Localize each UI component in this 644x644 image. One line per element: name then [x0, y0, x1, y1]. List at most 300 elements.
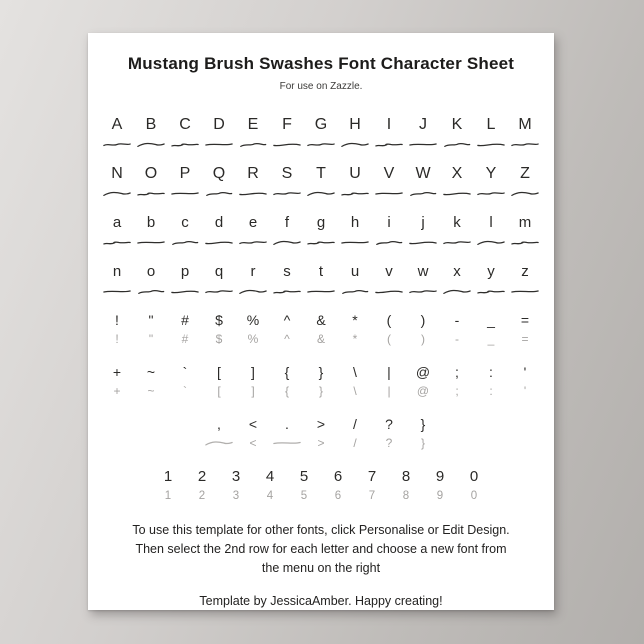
glyph-cell: [134, 163, 168, 199]
swash-glyph: [476, 237, 506, 248]
glyph-primary: 0: [469, 468, 479, 486]
swash-glyph: [374, 139, 404, 150]
glyph-cell: [474, 261, 508, 297]
glyph-cell: [202, 310, 236, 348]
glyph-cell: [168, 261, 202, 297]
glyph-alternate: }: [318, 384, 323, 399]
swash-glyph: [510, 286, 540, 297]
glyph-primary: ^: [283, 312, 291, 329]
glyph-alternate: #: [181, 332, 189, 347]
glyph-primary: t: [318, 263, 324, 281]
glyph-cell: [508, 163, 542, 199]
swash-glyph: [204, 139, 234, 150]
symbol-row: [100, 362, 542, 400]
swash-glyph: [170, 237, 200, 248]
glyph-cell: [440, 310, 474, 348]
glyph-cell: [304, 212, 338, 248]
glyph-cell: [100, 114, 134, 150]
glyph-primary: v: [385, 263, 393, 281]
glyph-alternate: -: [455, 332, 459, 347]
glyph-cell: [202, 261, 236, 297]
swash-glyph: [272, 286, 302, 297]
glyph-alternate: }: [420, 436, 425, 451]
glyph-primary: :: [489, 364, 493, 381]
glyph-cell: [287, 466, 321, 504]
glyph-cell: [134, 212, 168, 248]
glyph-primary: +: [112, 364, 122, 381]
glyph-alternate: 0: [470, 490, 478, 503]
glyph-primary: ?: [385, 416, 393, 433]
glyph-cell: [338, 212, 372, 248]
glyph-cell: [270, 362, 304, 400]
glyph-primary: L: [486, 116, 496, 134]
glyph-primary: 5: [299, 468, 309, 486]
glyph-alternate: 3: [232, 490, 240, 503]
glyph-cell: [270, 212, 304, 248]
glyph-cell: [372, 114, 406, 150]
glyph-alternate: ~: [147, 384, 155, 399]
glyph-alternate: >: [317, 436, 325, 451]
glyph-alternate: |: [387, 384, 391, 399]
glyph-cell: [304, 261, 338, 297]
glyph-cell: [202, 163, 236, 199]
glyph-primary: w: [417, 263, 429, 281]
glyph-cell: [338, 414, 372, 452]
glyph-primary: I: [386, 116, 392, 134]
swash-glyph: [272, 139, 302, 150]
glyph-primary: Q: [212, 165, 226, 183]
glyph-cell: [236, 261, 270, 297]
glyph-cell: [372, 310, 406, 348]
glyph-cell: [236, 212, 270, 248]
swash-glyph: [374, 188, 404, 199]
swash-glyph: [204, 188, 234, 199]
swash-glyph: [204, 437, 234, 449]
glyph-primary: -: [454, 312, 460, 329]
glyph-primary: A: [111, 116, 123, 134]
glyph-primary: }: [420, 416, 426, 433]
swash-glyph: [340, 237, 370, 248]
glyph-primary: 4: [265, 468, 275, 486]
symbol-row: [100, 310, 542, 348]
glyph-alternate: 1: [164, 490, 172, 503]
glyph-primary: ): [420, 312, 426, 329]
glyph-cell: [508, 212, 542, 248]
swash-glyph: [510, 139, 540, 150]
glyph-primary: 6: [333, 468, 343, 486]
glyph-cell: [372, 163, 406, 199]
glyph-primary: D: [213, 116, 225, 134]
glyph-cell: [100, 362, 134, 400]
swash-glyph: [238, 237, 268, 248]
glyph-cell: [474, 114, 508, 150]
glyph-primary: k: [453, 214, 461, 232]
swash-glyph: [136, 237, 166, 248]
glyph-cell: [406, 310, 440, 348]
glyph-cell: [508, 261, 542, 297]
glyph-primary: [: [217, 364, 221, 381]
glyph-primary: j: [421, 214, 425, 232]
swash-glyph: [408, 139, 438, 150]
swash-glyph: [340, 139, 370, 150]
swash-glyph: [238, 188, 268, 199]
glyph-primary: g: [316, 214, 326, 232]
glyph-cell: [304, 163, 338, 199]
glyph-cell: [508, 310, 542, 348]
poster: [88, 33, 554, 610]
swash-glyph: [442, 188, 472, 199]
glyph-cell: [185, 466, 219, 504]
glyph-primary: z: [521, 263, 529, 281]
swash-glyph: [136, 286, 166, 297]
glyph-primary: b: [146, 214, 156, 232]
glyph-cell: [304, 362, 338, 400]
swash-glyph: [442, 286, 472, 297]
glyph-alternate: $: [215, 332, 223, 347]
glyph-primary: u: [350, 263, 360, 281]
glyph-primary: W: [415, 165, 431, 183]
glyph-primary: ;: [455, 364, 459, 381]
swash-glyph: [170, 286, 200, 297]
swash-glyph: [170, 139, 200, 150]
glyph-primary: \: [353, 364, 357, 381]
glyph-alternate: (: [387, 332, 391, 347]
glyph-primary: 1: [163, 468, 173, 486]
glyph-primary: d: [214, 214, 224, 232]
glyph-cell: [168, 114, 202, 150]
swash-glyph: [204, 286, 234, 297]
glyph-primary: T: [316, 165, 326, 183]
glyph-alternate: &: [316, 332, 325, 347]
glyph-primary: Y: [485, 165, 497, 183]
glyph-cell: [202, 414, 236, 452]
glyph-alternate: ;: [455, 384, 459, 399]
swash-glyph: [340, 286, 370, 297]
glyph-primary: |: [387, 364, 391, 381]
glyph-cell: [236, 114, 270, 150]
glyph-cell: [355, 466, 389, 504]
glyph-primary: e: [248, 214, 258, 232]
glyph-primary: ,: [217, 416, 221, 433]
glyph-primary: /: [353, 416, 357, 433]
glyph-primary: $: [215, 312, 223, 329]
glyph-alternate: !: [115, 332, 119, 347]
glyph-primary: U: [349, 165, 361, 183]
glyph-primary: Z: [520, 165, 530, 183]
glyph-cell: [270, 310, 304, 348]
glyph-cell: [372, 362, 406, 400]
glyph-primary: c: [181, 214, 189, 232]
swash-glyph: [408, 188, 438, 199]
swash-glyph: [272, 437, 302, 449]
glyph-cell: [168, 212, 202, 248]
glyph-primary: #: [181, 312, 189, 329]
glyph-cell: [270, 261, 304, 297]
glyph-primary: K: [451, 116, 463, 134]
glyph-cell: [457, 466, 491, 504]
glyph-alternate: :: [489, 384, 493, 399]
glyph-cell: [474, 362, 508, 400]
glyph-primary: {: [284, 364, 290, 381]
glyph-alternate: 8: [402, 490, 410, 503]
glyph-cell: [236, 414, 270, 452]
swash-glyph: [136, 188, 166, 199]
glyph-cell: [134, 114, 168, 150]
glyph-alternate: ": [148, 332, 154, 347]
glyph-cell: [372, 414, 406, 452]
glyph-cell: [406, 212, 440, 248]
glyph-cell: [474, 310, 508, 348]
poster-subtitle: For use on Zazzle.: [279, 81, 363, 93]
glyph-primary: 2: [197, 468, 207, 486]
glyph-cell: [440, 114, 474, 150]
letter-row: [100, 212, 542, 248]
glyph-cell: [202, 212, 236, 248]
glyph-alternate: ^: [284, 332, 290, 347]
glyph-primary: q: [214, 263, 224, 281]
glyph-cell: [406, 163, 440, 199]
glyph-cell: [304, 114, 338, 150]
glyph-primary: ~: [146, 364, 156, 381]
glyph-primary: 9: [435, 468, 445, 486]
glyph-cell: [440, 362, 474, 400]
glyph-cell: [423, 466, 457, 504]
glyph-primary: *: [352, 312, 358, 329]
swash-glyph: [306, 188, 336, 199]
glyph-cell: [168, 310, 202, 348]
glyph-cell: [304, 310, 338, 348]
glyph-alternate: *: [352, 332, 358, 347]
glyph-primary: P: [179, 165, 191, 183]
glyph-cell: [219, 466, 253, 504]
glyph-primary: (: [386, 312, 392, 329]
glyph-cell: [338, 114, 372, 150]
glyph-alternate: /: [353, 436, 357, 451]
glyph-primary: O: [144, 165, 158, 183]
glyph-primary: J: [419, 116, 427, 134]
glyph-alternate: @: [416, 384, 430, 399]
character-grid: [100, 114, 542, 504]
swash-glyph: [374, 286, 404, 297]
glyph-cell: [338, 163, 372, 199]
glyph-cell: [440, 212, 474, 248]
poster-title: Mustang Brush Swashes Font Character Sheet: [127, 54, 515, 73]
swash-glyph: [306, 237, 336, 248]
glyph-alternate: =: [521, 332, 529, 347]
glyph-cell: [508, 114, 542, 150]
glyph-cell: [372, 261, 406, 297]
swash-glyph: [102, 237, 132, 248]
glyph-primary: R: [247, 165, 259, 183]
swash-glyph: [476, 286, 506, 297]
glyph-cell: [253, 466, 287, 504]
glyph-cell: [270, 163, 304, 199]
number-row: [100, 466, 542, 504]
letter-row: [100, 261, 542, 297]
letter-row: [100, 163, 542, 199]
glyph-cell: [440, 261, 474, 297]
glyph-primary: !: [115, 312, 119, 329]
glyph-cell: [168, 163, 202, 199]
glyph-primary: s: [283, 263, 291, 281]
glyph-alternate: ]: [251, 384, 255, 399]
glyph-primary: ': [523, 364, 527, 381]
glyph-cell: [100, 212, 134, 248]
glyph-alternate: `: [183, 384, 187, 399]
swash-glyph: [306, 286, 336, 297]
glyph-primary: r: [250, 263, 256, 281]
glyph-cell: [389, 466, 423, 504]
glyph-primary: N: [111, 165, 123, 183]
glyph-alternate: 6: [334, 490, 342, 503]
glyph-primary: @: [415, 364, 431, 381]
swash-glyph: [272, 188, 302, 199]
glyph-primary: S: [281, 165, 293, 183]
glyph-alternate: 4: [266, 490, 274, 503]
swash-glyph: [102, 188, 132, 199]
glyph-cell: [202, 114, 236, 150]
glyph-primary: y: [487, 263, 495, 281]
swash-glyph: [442, 139, 472, 150]
glyph-cell: [338, 362, 372, 400]
glyph-alternate: +: [113, 384, 121, 399]
glyph-cell: [474, 212, 508, 248]
glyph-cell: [321, 466, 355, 504]
glyph-cell: [372, 212, 406, 248]
glyph-cell: [270, 114, 304, 150]
swash-glyph: [238, 139, 268, 150]
glyph-primary: h: [350, 214, 360, 232]
glyph-primary: >: [316, 416, 326, 433]
glyph-cell: [406, 261, 440, 297]
glyph-alternate: 5: [300, 490, 308, 503]
glyph-primary: .: [285, 416, 289, 433]
glyph-cell: [100, 310, 134, 348]
glyph-alternate: 2: [198, 490, 206, 503]
swash-glyph: [374, 237, 404, 248]
glyph-alternate: _: [487, 332, 495, 347]
instructions-line: Then select the 2nd row for each letter and choose a new font from: [135, 541, 507, 556]
letter-row: [100, 114, 542, 150]
glyph-primary: E: [247, 116, 259, 134]
glyph-cell: [406, 414, 440, 452]
symbol-row: [100, 414, 542, 452]
swash-glyph: [340, 188, 370, 199]
instructions: [100, 521, 542, 577]
swash-glyph: [102, 139, 132, 150]
glyph-primary: 8: [401, 468, 411, 486]
instructions-line: To use this template for other fonts, click Personalise or Edit Design.: [132, 523, 510, 538]
glyph-cell: [236, 362, 270, 400]
glyph-alternate: 9: [436, 490, 444, 503]
glyph-primary: H: [349, 116, 361, 134]
glyph-cell: [236, 163, 270, 199]
glyph-alternate: \: [353, 384, 357, 399]
glyph-cell: [406, 114, 440, 150]
swash-glyph: [272, 237, 302, 248]
glyph-primary: p: [180, 263, 190, 281]
glyph-cell: [168, 362, 202, 400]
glyph-primary: l: [489, 214, 493, 232]
glyph-cell: [338, 310, 372, 348]
glyph-primary: i: [387, 214, 391, 232]
glyph-alternate: ): [421, 332, 425, 347]
glyph-primary: f: [284, 214, 290, 232]
glyph-cell: [134, 261, 168, 297]
swash-glyph: [442, 237, 472, 248]
swash-glyph: [510, 237, 540, 248]
glyph-primary: C: [179, 116, 191, 134]
glyph-primary: &: [316, 312, 326, 329]
glyph-primary: ": [148, 312, 154, 329]
glyph-cell: [134, 362, 168, 400]
glyph-cell: [508, 362, 542, 400]
glyph-primary: }: [318, 364, 324, 381]
glyph-cell: [100, 163, 134, 199]
credit-line: Template by JessicaAmber. Happy creating!: [199, 594, 443, 609]
glyph-cell: [202, 362, 236, 400]
swash-glyph: [408, 286, 438, 297]
swash-glyph: [476, 188, 506, 199]
glyph-primary: a: [112, 214, 122, 232]
glyph-primary: =: [520, 312, 530, 329]
glyph-primary: `: [182, 364, 188, 381]
glyph-cell: [236, 310, 270, 348]
glyph-alternate: ?: [385, 436, 393, 451]
glyph-primary: ]: [251, 364, 255, 381]
glyph-alternate: 7: [368, 490, 376, 503]
swash-glyph: [510, 188, 540, 199]
glyph-alternate: <: [249, 436, 257, 451]
glyph-primary: <: [248, 416, 258, 433]
glyph-cell: [474, 163, 508, 199]
swash-glyph: [170, 188, 200, 199]
glyph-primary: m: [518, 214, 532, 232]
swash-glyph: [476, 139, 506, 150]
glyph-primary: x: [453, 263, 461, 281]
swash-glyph: [102, 286, 132, 297]
glyph-cell: [134, 310, 168, 348]
glyph-alternate: {: [284, 384, 289, 399]
glyph-primary: V: [383, 165, 395, 183]
swash-glyph: [408, 237, 438, 248]
glyph-cell: [270, 414, 304, 452]
glyph-alternate: ': [523, 384, 527, 399]
glyph-primary: n: [112, 263, 122, 281]
glyph-primary: 7: [367, 468, 377, 486]
swash-glyph: [306, 139, 336, 150]
glyph-alternate: [: [217, 384, 221, 399]
glyph-cell: [338, 261, 372, 297]
swash-glyph: [136, 139, 166, 150]
glyph-cell: [100, 261, 134, 297]
glyph-primary: G: [314, 116, 328, 134]
glyph-primary: B: [145, 116, 157, 134]
glyph-cell: [304, 414, 338, 452]
glyph-cell: [440, 163, 474, 199]
glyph-primary: M: [518, 116, 532, 134]
glyph-primary: %: [246, 312, 260, 329]
glyph-cell: [151, 466, 185, 504]
glyph-primary: _: [487, 312, 495, 329]
glyph-alternate: %: [247, 332, 259, 347]
instructions-line: the menu on the right: [261, 560, 381, 575]
glyph-cell: [406, 362, 440, 400]
glyph-primary: o: [146, 263, 156, 281]
glyph-primary: X: [451, 165, 463, 183]
swash-glyph: [238, 286, 268, 297]
glyph-primary: F: [282, 116, 292, 134]
